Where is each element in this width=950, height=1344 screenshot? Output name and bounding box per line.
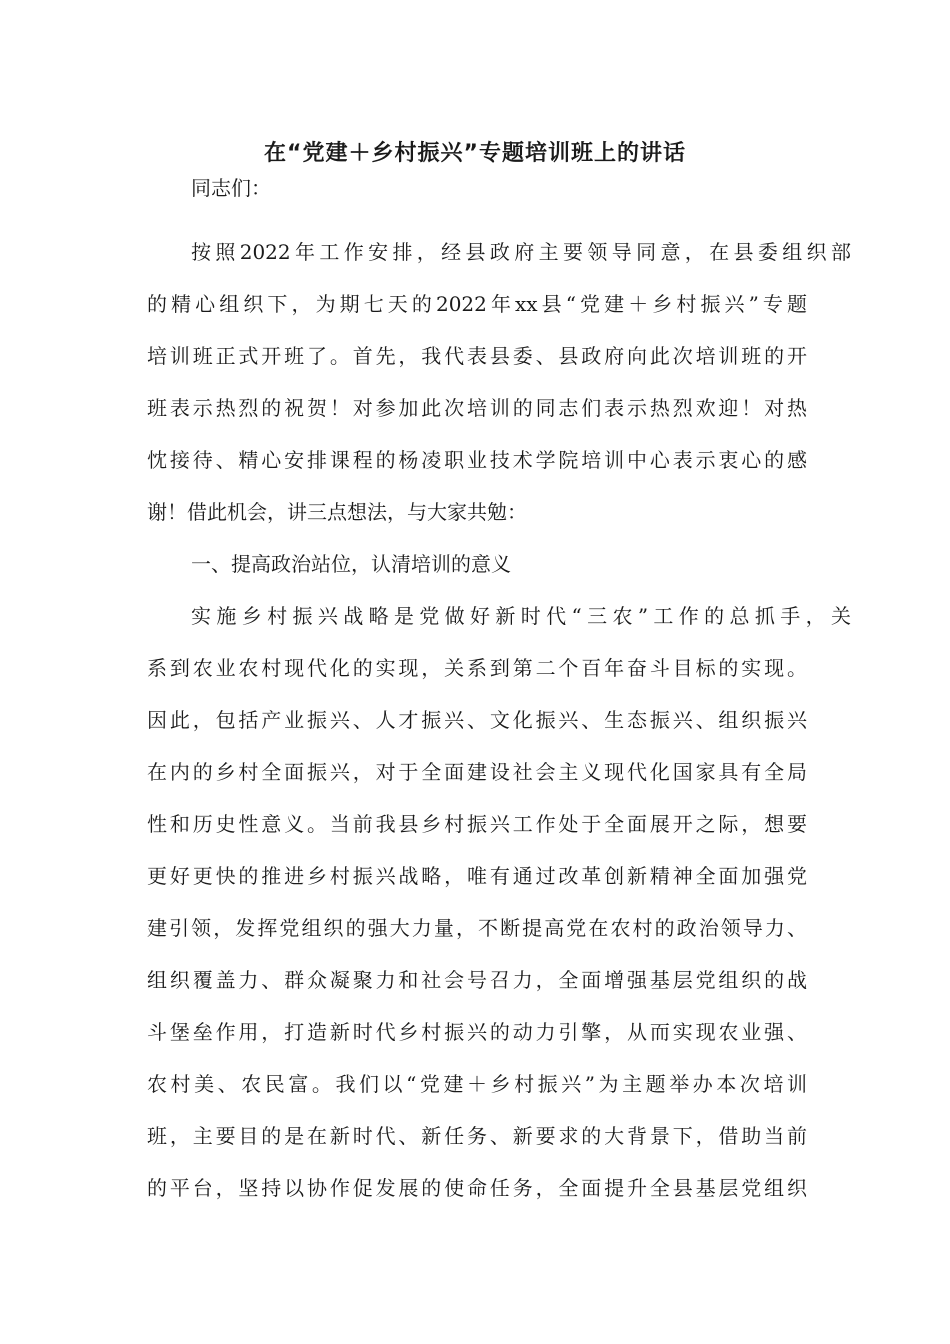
paragraph-line: 的平台，坚持以协作促发展的使命任务，全面提升全县基层党组织 [147,1176,807,1200]
paragraph-line: 的精心组织下，为期七天的2022年xx县“党建＋乡村振兴”专题 [147,292,807,316]
paragraph-line: 斗堡垒作用，打造新时代乡村振兴的动力引擎，从而实现农业强、 [147,1020,807,1044]
paragraph-line: 按照2022年工作安排，经县政府主要领导同意，在县委组织部 [191,240,851,264]
paragraph-line: 班表示热烈的祝贺！对参加此次培训的同志们表示热烈欢迎！对热 [147,396,807,420]
paragraph-line: 实施乡村振兴战略是党做好新时代“三农”工作的总抓手，关 [191,604,851,628]
paragraph-line: 班，主要目的是在新时代、新任务、新要求的大背景下，借助当前 [147,1124,807,1148]
paragraph-line: 因此，包括产业振兴、人才振兴、文化振兴、生态振兴、组织振兴 [147,708,807,732]
paragraph-line: 系到农业农村现代化的实现，关系到第二个百年奋斗目标的实现。 [147,656,807,680]
paragraph-line: 忱接待、精心安排课程的杨凌职业技术学院培训中心表示衷心的感 [147,448,807,472]
paragraph-line: 组织覆盖力、群众凝聚力和社会号召力，全面增强基层党组织的战 [147,968,807,992]
paragraph-line: 在内的乡村全面振兴，对于全面建设社会主义现代化国家具有全局 [147,760,807,784]
paragraph-line: 性和历史性意义。当前我县乡村振兴工作处于全面展开之际，想要 [147,812,807,836]
paragraph-line: 培训班正式开班了。首先，我代表县委、县政府向此次培训班的开 [147,344,807,368]
section-heading: 一、提高政治站位，认清培训的意义 [191,552,511,576]
paragraph-line: 谢！借此机会，讲三点想法，与大家共勉： [147,500,527,524]
paragraph-line: 农村美、农民富。我们以“党建＋乡村振兴”为主题举办本次培训 [147,1072,807,1096]
paragraph-line: 更好更快的推进乡村振兴战略，唯有通过改革创新精神全面加强党 [147,864,807,888]
salutation: 同志们： [191,176,271,200]
page-title: 在“党建＋乡村振兴”专题培训班上的讲话 [264,141,686,166]
paragraph-line: 建引领，发挥党组织的强大力量，不断提高党在农村的政治领导力、 [147,916,807,940]
